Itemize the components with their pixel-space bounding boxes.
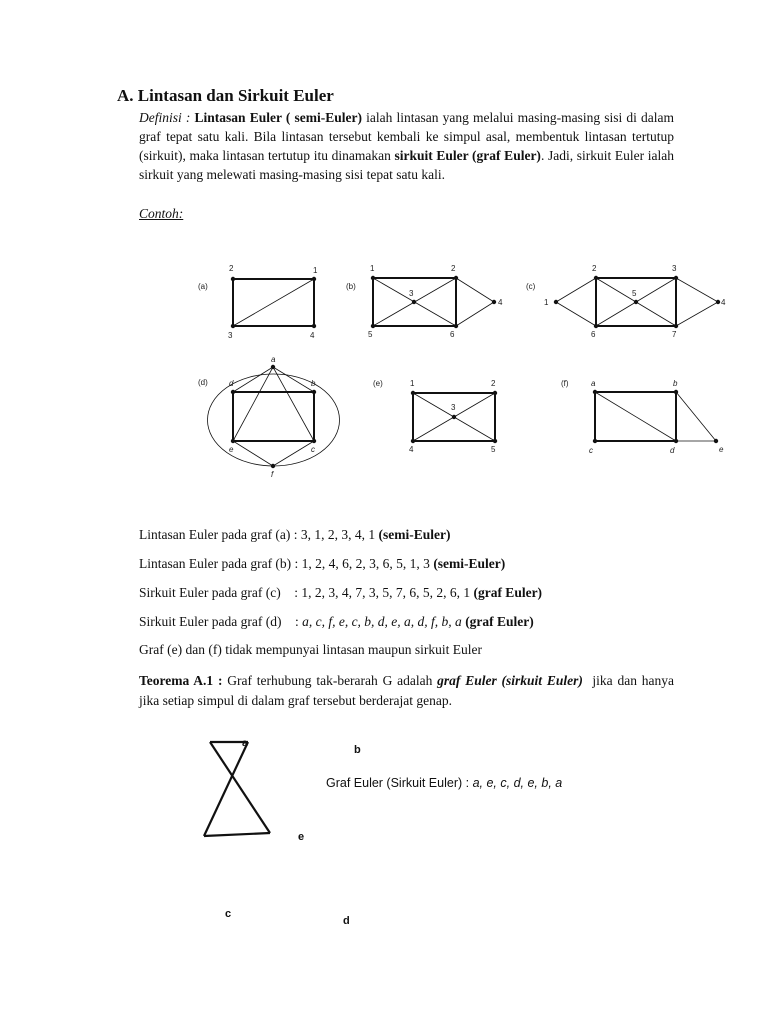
panel-label-f: (f) [561, 379, 569, 388]
node-label: 2 [592, 264, 597, 273]
node-label: 2 [451, 264, 456, 273]
section-letter: A. [117, 86, 134, 105]
node-label: 2 [229, 264, 234, 273]
panel-label-d: (d) [198, 378, 208, 387]
graph-bowtie [204, 742, 270, 836]
panel-label-e: (e) [373, 379, 383, 388]
panel-label-b: (b) [346, 282, 356, 291]
bowtie-label-d: d [343, 915, 350, 927]
result-line-a: Lintasan Euler pada graf (a) : 3, 1, 2, 3, 4, 1 (semi-Euler) [139, 527, 451, 542]
definition-term: Lintasan Euler ( semi-Euler) [194, 110, 362, 125]
graph-b [373, 278, 494, 326]
node-label: d [229, 379, 234, 388]
graph-e [413, 393, 495, 441]
node-label: 5 [368, 330, 373, 339]
node-label: 3 [409, 289, 414, 298]
graph-d [208, 367, 340, 466]
bowtie-label-e: e [298, 831, 305, 843]
node-label: 2 [491, 379, 496, 388]
node-label: 3 [451, 403, 456, 412]
node-label: 5 [491, 445, 496, 454]
theorem-paragraph: Teorema A.1 : Graf terhubung tak-berarah G adalah graf Euler (sirkuit Euler) jika dan hanya jika setiap simpul di dalam graf tersebut berderajat genap. [139, 673, 678, 708]
result-line-b: Lintasan Euler pada graf (b) : 1, 2, 4, 6, 2, 3, 6, 5, 1, 3 (semi-Euler) [139, 556, 506, 571]
node-label: 4 [310, 331, 315, 340]
node-label: b [673, 379, 678, 388]
node-label: 1 [544, 298, 549, 307]
node-label: d [670, 446, 675, 455]
node-label: 7 [672, 330, 677, 339]
result-line-d: Sirkuit Euler pada graf (d) : a, c, f, e, c, b, d, e, a, d, f, b, a (graf Euler) [139, 614, 534, 629]
node-label: 5 [632, 289, 637, 298]
euler-example-path: a, e, c, d, e, b, a [472, 776, 563, 790]
panel-label-a: (a) [198, 282, 208, 291]
node-label: 6 [450, 330, 455, 339]
panel-label-c: (c) [526, 282, 536, 291]
node-label: e [719, 445, 724, 454]
graph-c [556, 278, 718, 326]
node-label: 1 [410, 379, 415, 388]
definition-text-2: . Jadi, sirkuit Euler ialah sirkuit yang melewati masing-masing sisi tepat satu kali. [139, 148, 675, 182]
example-label: Contoh: [139, 206, 184, 221]
euler-example-caption: Graf Euler (Sirkuit Euler) : a, e, c, d, e, b, a [326, 776, 563, 790]
node-label: 4 [498, 298, 503, 307]
section-heading [117, 86, 334, 106]
node-label: 4 [409, 445, 414, 454]
node-label: c [311, 445, 315, 454]
section-title: Lintasan dan Sirkuit Euler [137, 86, 334, 105]
bowtie-label-a: a [242, 738, 248, 749]
definition-term-2: sirkuit Euler (graf Euler) [394, 148, 541, 163]
result-line-ef: Graf (e) dan (f) tidak mempunyai lintasan maupun sirkuit Euler [139, 642, 483, 657]
bowtie-label-b: b [354, 744, 361, 756]
theorem-label: Teorema A.1 : [139, 673, 223, 688]
node-label: f [271, 470, 274, 479]
node-label: 3 [672, 264, 677, 273]
definition-text-1: ialah lintasan yang melalui masing-masing sisi di dalam graf tepat satu kali. Bila lintasan tersebut kembali ke simpul asal, membentuk lintasan tertutup (sirkuit), maka lintasan tertutup itu dinamakan [139, 110, 674, 163]
bowtie-label-c: c [225, 908, 232, 920]
node-label: a [271, 355, 276, 364]
node-label: 1 [313, 266, 318, 275]
theorem-term: graf Euler (sirkuit Euler) [437, 673, 583, 688]
node-label: e [229, 445, 234, 454]
node-label: a [591, 379, 596, 388]
definition-label: Definisi : [139, 110, 191, 125]
node-label: 3 [228, 331, 233, 340]
node-label: 1 [370, 264, 375, 273]
graph-a [233, 279, 314, 326]
result-line-c: Sirkuit Euler pada graf (c) : 1, 2, 3, 4, 7, 3, 5, 7, 6, 5, 2, 6, 1 (graf Euler) [139, 585, 543, 600]
node-label: 4 [721, 298, 726, 307]
node-label: b [311, 379, 316, 388]
node-label: 6 [591, 330, 596, 339]
graph-f [595, 392, 716, 441]
definition-paragraph [139, 108, 674, 184]
node-label: c [589, 446, 593, 455]
